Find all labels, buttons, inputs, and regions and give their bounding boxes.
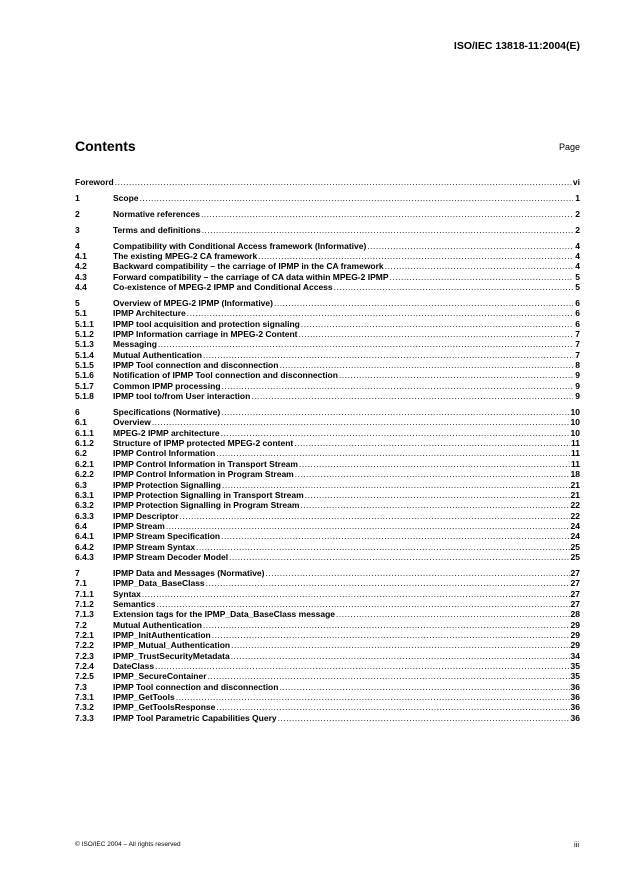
toc-entry[interactable] (75, 578, 580, 588)
toc-entry-title: IPMP_InitAuthentication (113, 629, 211, 640)
toc-entry-page: 4 (575, 251, 580, 262)
toc-entry[interactable] (75, 308, 580, 318)
toc-entry[interactable] (75, 589, 580, 599)
toc-entry-number: 2 (75, 208, 80, 219)
toc-entry[interactable] (75, 329, 580, 339)
toc-entry-title: IPMP tool to/from User interaction (113, 391, 251, 402)
toc-entry-number: 7 (75, 567, 80, 578)
toc-entry-page: 7 (575, 329, 580, 340)
toc-entry-number: 3 (75, 224, 80, 235)
toc-entry[interactable] (75, 177, 580, 187)
toc-entry-page: 9 (575, 370, 580, 381)
standard-identifier: ISO/IEC 13818-11:2004(E) (453, 40, 580, 52)
toc-entry[interactable] (75, 350, 580, 360)
toc-entry-page: 21 (570, 479, 580, 490)
toc-entry-number: 5.1.2 (75, 329, 94, 340)
toc-entry-title: Backward compatibility – the carriage of IPMP in the CA framework (113, 261, 384, 272)
toc-entry[interactable] (75, 339, 580, 349)
toc-entry-page: 7 (575, 349, 580, 360)
toc-entry-number: 5.1.8 (75, 391, 94, 402)
toc-entry[interactable] (75, 391, 580, 401)
toc-entry-number: 5 (75, 298, 80, 309)
toc-entry-title: IPMP Protection Signalling (113, 479, 221, 490)
toc-entry[interactable] (75, 500, 580, 510)
toc-entry-page: 29 (570, 640, 580, 651)
toc-entry-number: 5.1.1 (75, 318, 94, 329)
dot-leader (203, 620, 570, 630)
toc-entry-page: 35 (570, 671, 580, 682)
dot-leader (222, 381, 573, 391)
toc-entry[interactable] (75, 225, 580, 235)
dot-leader (180, 511, 570, 521)
toc-entry-page: 11 (571, 448, 580, 459)
dot-leader (229, 552, 569, 562)
dot-leader (166, 521, 570, 531)
toc-entry-page: 36 (570, 681, 580, 692)
toc-entry[interactable] (75, 417, 580, 427)
toc-entry[interactable] (75, 298, 580, 308)
toc-entry-page: 27 (570, 578, 580, 589)
toc-entry-title: IPMP_GetTools (113, 691, 175, 702)
toc-entry-title: IPMP Control Information (113, 448, 216, 459)
toc-entry-title: IPMP_GetToolsResponse (113, 702, 216, 713)
dot-leader (390, 272, 573, 282)
toc-entry-page: 36 (570, 712, 580, 723)
toc-entry-title: Terms and definitions (113, 224, 201, 235)
toc-entry-number: 6.2.1 (75, 458, 94, 469)
toc-entry-number: 7.1 (75, 578, 87, 589)
toc-entry-title: IPMP Information carriage in MPEG-2 Content (113, 329, 298, 340)
toc-entry-page: 4 (575, 261, 580, 272)
toc-entry-number: 7.1.3 (75, 609, 94, 620)
toc-entry-title: IPMP Tool connection and disconnection (113, 360, 279, 371)
dot-leader (212, 630, 570, 640)
toc-entry-number: 5.1.4 (75, 349, 94, 360)
toc-entry-page: 2 (575, 208, 580, 219)
dot-leader (299, 329, 573, 339)
toc-entry-title: Compatibility with Conditional Access framework (Informative) (113, 240, 367, 251)
toc-entry-page: 24 (570, 531, 580, 542)
toc-entry[interactable] (75, 261, 580, 271)
dot-leader (279, 682, 569, 692)
toc-entry[interactable] (75, 521, 580, 531)
toc-entry-page: 29 (570, 629, 580, 640)
table-of-contents (75, 177, 580, 723)
toc-entry[interactable] (75, 692, 580, 702)
dot-leader (339, 370, 573, 380)
toc-entry-page: 36 (570, 691, 580, 702)
toc-entry[interactable] (75, 630, 580, 640)
dot-leader (231, 651, 570, 661)
toc-entry[interactable] (75, 599, 580, 609)
toc-entry-title: Overview (113, 417, 151, 428)
dot-leader (187, 308, 573, 318)
toc-entry-number: 4.1 (75, 251, 87, 262)
toc-entry-page: 9 (575, 380, 580, 391)
toc-entry-page: 10 (570, 407, 580, 418)
toc-entry[interactable] (75, 568, 580, 578)
toc-entry[interactable] (75, 661, 580, 671)
toc-entry-page: 11 (571, 438, 580, 449)
toc-entry-page: 22 (570, 500, 580, 511)
toc-entry-page: 9 (575, 391, 580, 402)
toc-entry-title: Messaging (113, 339, 157, 350)
toc-entry-page: 11 (571, 458, 580, 469)
toc-entry-number: 5.1.7 (75, 380, 94, 391)
toc-entry[interactable] (75, 459, 580, 469)
toc-entry[interactable] (75, 381, 580, 391)
toc-entry-title: Scope (113, 192, 139, 203)
dot-leader (265, 568, 569, 578)
dot-leader (142, 589, 570, 599)
toc-entry-title: IPMP_TrustSecurityMetadata (113, 650, 230, 661)
toc-entry-number: 7.3 (75, 681, 87, 692)
toc-entry-page: 27 (570, 567, 580, 578)
toc-entry[interactable] (75, 531, 580, 541)
toc-entry-page: 27 (570, 598, 580, 609)
toc-entry-number: 6.1 (75, 417, 87, 428)
dot-leader (115, 177, 572, 187)
toc-entry-title: Mutual Authentication (113, 349, 202, 360)
toc-entry-title: Co-existence of MPEG-2 IPMP and Conditional Access (113, 282, 333, 293)
toc-entry-page: 5 (575, 271, 580, 282)
toc-entry-title: Syntax (113, 588, 141, 599)
toc-entry[interactable] (75, 282, 580, 292)
toc-entry[interactable] (75, 272, 580, 282)
toc-entry[interactable] (75, 469, 580, 479)
toc-entry-title: DateClass (113, 660, 155, 671)
toc-entry-title: Mutual Authentication (113, 619, 202, 630)
toc-entry-title: IPMP Tool Parametric Capabilities Query (113, 712, 277, 723)
toc-entry-page: 8 (575, 360, 580, 371)
dot-leader (222, 480, 570, 490)
toc-entry[interactable] (75, 552, 580, 562)
toc-entry-number: 1 (75, 192, 80, 203)
toc-entry-page: 6 (575, 318, 580, 329)
toc-entry-title: IPMP Control Information in Program Stream (113, 469, 294, 480)
copyright-notice: © ISO/IEC 2004 – All rights reserved (75, 841, 181, 848)
toc-entry-page: 36 (570, 702, 580, 713)
toc-entry-page: 21 (570, 489, 580, 500)
dot-leader (221, 407, 569, 417)
toc-entry-page: 25 (570, 541, 580, 552)
page-number: iii (574, 840, 579, 849)
toc-entry-number: 6.4 (75, 520, 87, 531)
toc-entry-number: 6.4.2 (75, 541, 94, 552)
toc-entry-number: 7.2.5 (75, 671, 94, 682)
dot-leader (294, 438, 570, 448)
dot-leader (157, 599, 570, 609)
toc-entry-number: 7.2.4 (75, 660, 94, 671)
dot-leader (206, 578, 570, 588)
dot-leader (231, 640, 569, 650)
toc-entry[interactable] (75, 682, 580, 692)
toc-entry[interactable] (75, 511, 580, 521)
toc-entry[interactable] (75, 370, 580, 380)
toc-entry-number: 7.2.2 (75, 640, 94, 651)
dot-leader (176, 692, 570, 702)
toc-entry-page: 22 (570, 510, 580, 521)
toc-entry[interactable] (75, 490, 580, 500)
toc-entry-number: 5.1 (75, 308, 87, 319)
dot-leader (221, 428, 570, 438)
toc-entry[interactable] (75, 319, 580, 329)
toc-entry-title: IPMP tool acquisition and protection signaling (113, 318, 300, 329)
toc-entry-page: 28 (570, 609, 580, 620)
toc-entry-number: 6.4.1 (75, 531, 94, 542)
toc-entry-page: 34 (570, 650, 580, 661)
toc-entry[interactable] (75, 480, 580, 490)
page-column-label: Page (558, 142, 580, 152)
dot-leader (208, 671, 570, 681)
toc-entry-title: Semantics (113, 598, 156, 609)
toc-entry-page: 4 (575, 240, 580, 251)
toc-entry-page: 6 (575, 298, 580, 309)
toc-entry-page: 6 (575, 308, 580, 319)
toc-entry-title: Common IPMP processing (113, 380, 221, 391)
toc-entry-title: IPMP_SecureContainer (113, 671, 207, 682)
toc-entry[interactable] (75, 360, 580, 370)
toc-entry-title: IPMP Control Information in Transport Stream (113, 458, 298, 469)
toc-entry[interactable] (75, 640, 580, 650)
toc-entry-page: 2 (575, 224, 580, 235)
toc-entry-number: 7.2 (75, 619, 87, 630)
toc-entry-page: 5 (575, 282, 580, 293)
toc-entry-number: 6.3.3 (75, 510, 94, 521)
toc-entry-number: 4 (75, 240, 80, 251)
dot-leader (278, 713, 570, 723)
toc-entry-title: IPMP_Mutual_Authentication (113, 640, 231, 651)
toc-entry[interactable] (75, 251, 580, 261)
dot-leader (216, 448, 570, 458)
toc-entry-number: 4.4 (75, 282, 87, 293)
toc-entry-title: IPMP Architecture (113, 308, 186, 319)
toc-entry-title: Structure of IPMP protected MPEG-2 content (113, 438, 294, 449)
toc-entry-page: 7 (575, 339, 580, 350)
dot-leader (203, 350, 573, 360)
dot-leader (367, 241, 573, 251)
toc-entry-page: 29 (570, 619, 580, 630)
dot-leader (196, 542, 569, 552)
toc-entry-number: 6.3 (75, 479, 87, 490)
toc-entry-title: IPMP Stream Specification (113, 531, 221, 542)
toc-entry-title: Overview of MPEG-2 IPMP (Informative) (113, 298, 273, 309)
toc-entry[interactable] (75, 438, 580, 448)
toc-entry[interactable] (75, 671, 580, 681)
toc-entry-number: 4.2 (75, 261, 87, 272)
toc-entry-number: 7.3.1 (75, 691, 94, 702)
toc-entry-title: Specifications (Normative) (113, 407, 221, 418)
toc-entry-title: IPMP Tool connection and disconnection (113, 681, 279, 692)
toc-entry[interactable] (75, 651, 580, 661)
toc-entry-number: 4.3 (75, 271, 87, 282)
toc-entry-number: 6.2.2 (75, 469, 94, 480)
toc-entry-number: 7.3.2 (75, 702, 94, 713)
toc-entry-title: IPMP Stream (113, 520, 165, 531)
dot-leader (251, 391, 573, 401)
toc-entry-number: 6.3.2 (75, 500, 94, 511)
toc-entry-title: IPMP Protection Signalling in Program Stream (113, 500, 300, 511)
dot-leader (274, 298, 573, 308)
dot-leader (258, 251, 573, 261)
toc-entry-title: IPMP Descriptor (113, 510, 179, 521)
dot-leader (299, 459, 570, 469)
dot-leader (279, 360, 573, 370)
toc-entry[interactable] (75, 620, 580, 630)
dot-leader (334, 282, 573, 292)
toc-entry-page: 27 (570, 588, 580, 599)
toc-entry-title: IPMP Stream Syntax (113, 541, 196, 552)
toc-entry-title: Foreword (75, 177, 114, 187)
contents-heading: Contents (75, 138, 136, 154)
toc-entry-number: 5.1.5 (75, 360, 94, 371)
dot-leader (158, 339, 573, 349)
toc-entry-title: MPEG-2 IPMP architecture (113, 427, 220, 438)
toc-entry-number: 7.2.1 (75, 629, 94, 640)
dot-leader (301, 319, 573, 329)
toc-entry-number: 6.1.1 (75, 427, 94, 438)
toc-entry-title: Forward compatibility – the carriage of CA data within MPEG-2 IPMP (113, 271, 389, 282)
toc-entry-title: Extension tags for the IPMP_Data_BaseClass message (113, 609, 336, 620)
toc-entry[interactable] (75, 713, 580, 723)
toc-entry-number: 6 (75, 407, 80, 418)
toc-entry[interactable] (75, 407, 580, 417)
dot-leader (202, 225, 573, 235)
toc-entry[interactable] (75, 542, 580, 552)
dot-leader (201, 209, 573, 219)
toc-entry-page: 1 (575, 192, 580, 203)
toc-entry-title: Normative references (113, 208, 200, 219)
toc-entry[interactable] (75, 209, 580, 219)
toc-entry-page: 24 (570, 520, 580, 531)
toc-entry[interactable] (75, 702, 580, 712)
toc-entry-page: 10 (570, 427, 580, 438)
toc-entry-page: vi (572, 177, 580, 187)
toc-entry-title: IPMP_Data_BaseClass (113, 578, 205, 589)
toc-entry-page: 25 (570, 551, 580, 562)
toc-entry-page: 35 (570, 660, 580, 671)
toc-entry-page: 18 (570, 469, 580, 480)
dot-leader (140, 193, 573, 203)
toc-entry[interactable] (75, 448, 580, 458)
dot-leader (300, 500, 569, 510)
toc-entry-number: 6.3.1 (75, 489, 94, 500)
toc-entry-title: The existing MPEG-2 CA framework (113, 251, 258, 262)
dot-leader (221, 531, 569, 541)
dot-leader (295, 469, 570, 479)
toc-entry-title: IPMP Data and Messages (Normative) (113, 567, 265, 578)
toc-entry-number: 6.4.3 (75, 551, 94, 562)
dot-leader (385, 261, 573, 271)
toc-entry-number: 5.1.3 (75, 339, 94, 350)
toc-entry-title: Notification of IPMP Tool connection and disconnection (113, 370, 338, 381)
toc-entry[interactable] (75, 428, 580, 438)
dot-leader (155, 661, 569, 671)
toc-entry-number: 7.2.3 (75, 650, 94, 661)
toc-entry[interactable] (75, 193, 580, 203)
toc-entry-number: 6.1.2 (75, 438, 94, 449)
dot-leader (216, 702, 569, 712)
dot-leader (336, 609, 569, 619)
toc-entry[interactable] (75, 241, 580, 251)
toc-entry-title: IPMP Protection Signalling in Transport Stream (113, 489, 304, 500)
toc-entry[interactable] (75, 609, 580, 619)
dot-leader (152, 417, 570, 427)
toc-entry-number: 7.1.2 (75, 598, 94, 609)
toc-entry-number: 7.1.1 (75, 588, 94, 599)
toc-entry-page: 10 (570, 417, 580, 428)
toc-entry-title: IPMP Stream Decoder Model (113, 551, 229, 562)
toc-entry-number: 6.2 (75, 448, 87, 459)
dot-leader (305, 490, 570, 500)
toc-entry-number: 5.1.6 (75, 370, 94, 381)
toc-entry-number: 7.3.3 (75, 712, 94, 723)
